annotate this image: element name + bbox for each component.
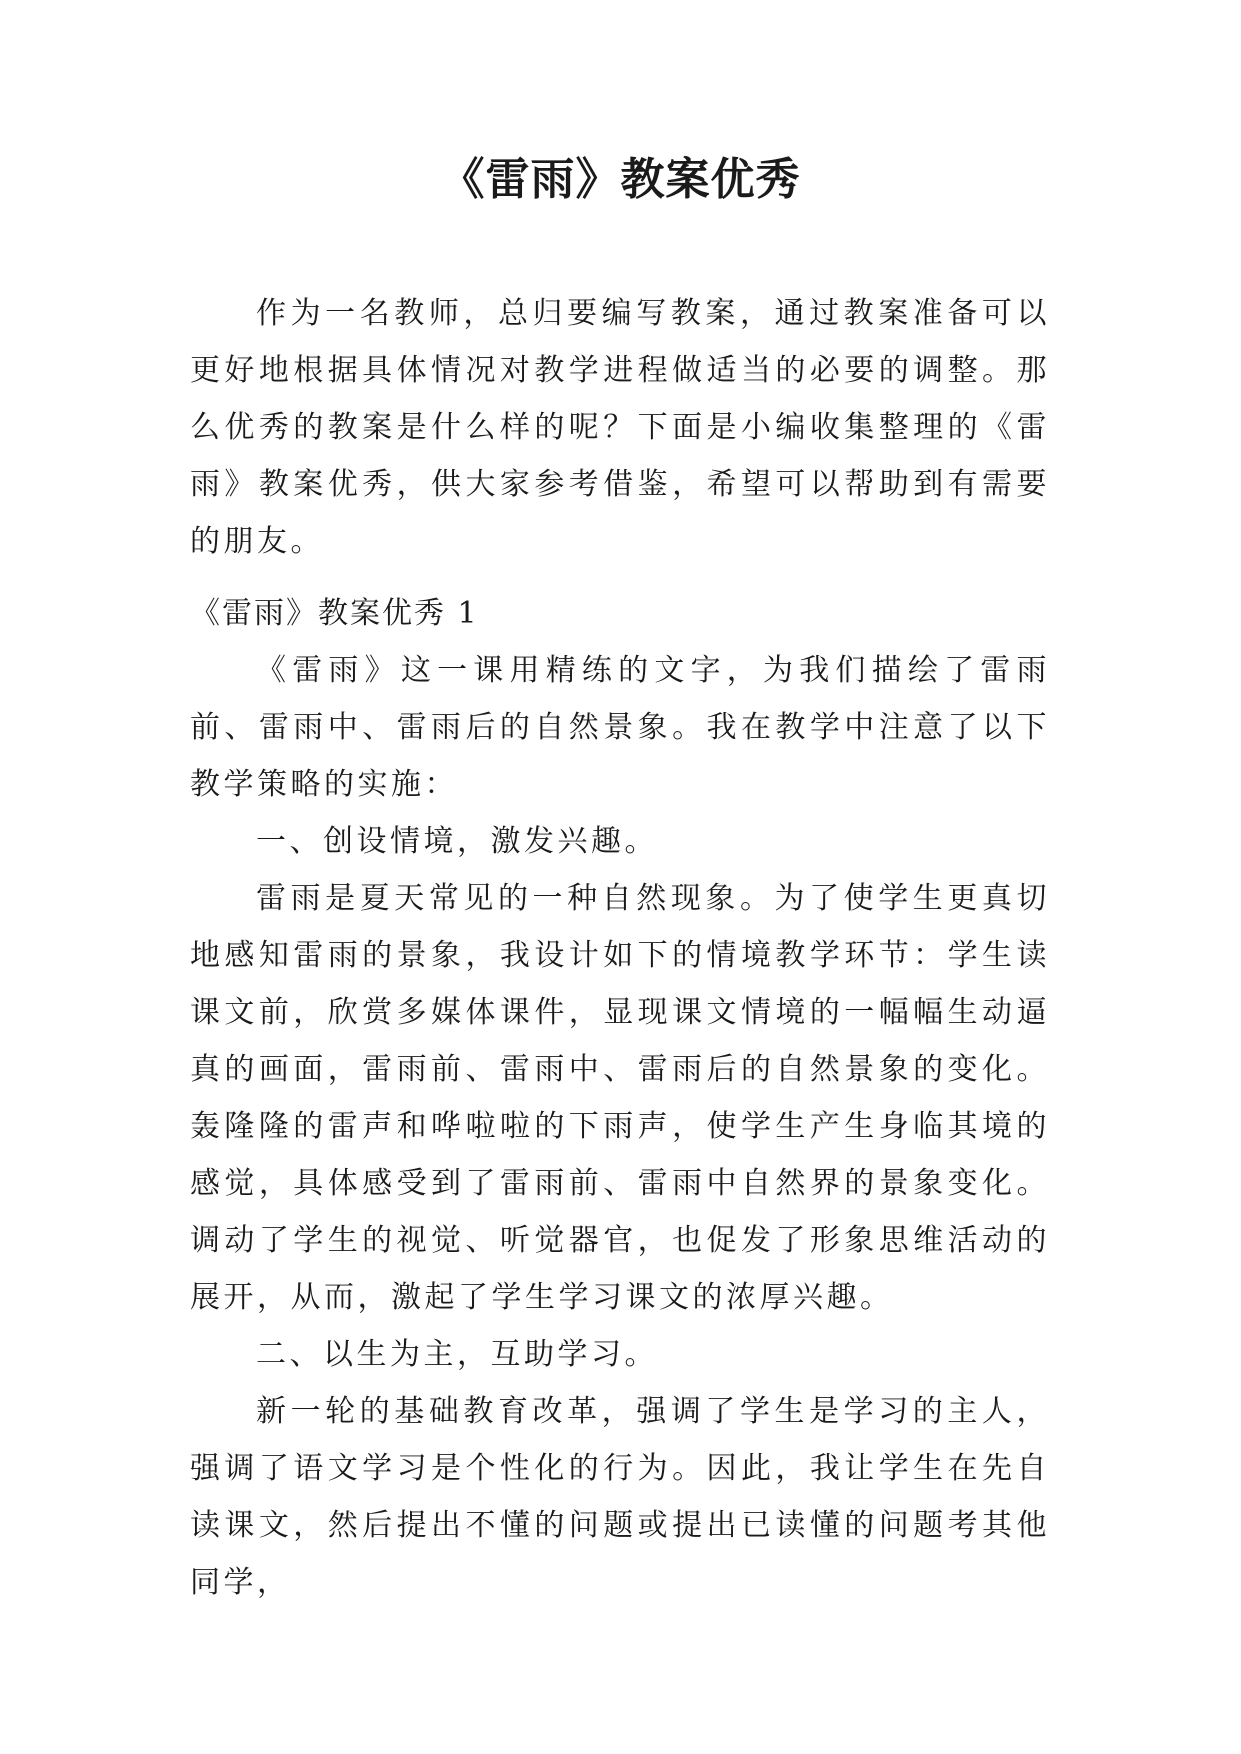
intro-paragraph: 作为一名教师，总归要编写教案，通过教案准备可以更好地根据具体情况对教学进程做适当的必要的调整。那么优秀的教案是什么样的呢？下面是小编收集整理的《雷雨》教案优秀，供大家参考借鉴，希望可以帮助到有需要的朋友。 — [190, 296, 1050, 559]
section-heading: 《雷雨》教案优秀 1 — [190, 596, 479, 631]
paragraph: 雷雨是夏天常见的一种自然现象。为了使学生更真切地感知雷雨的景象，我设计如下的情境教学环节：学生读课文前，欣赏多媒体课件，显现课文情境的一幅幅生动逼真的画面，雷雨前、雷雨中、雷雨后的自然景象的变化。轰隆隆的雷声和哗啦啦的下雨声，使学生产生身临其境的感觉，具体感受到了雷雨前、雷雨中自然界的景象变化。调动了学生的视觉、听觉器官，也促发了形象思维活动的展开，从而，激起了学生学习课文的浓厚兴趣。 — [190, 881, 1050, 1315]
paragraph: 二、以生为主，互助学习。 — [256, 1337, 658, 1372]
paragraph: 新一轮的基础教育改革，强调了学生是学习的主人，强调了语文学习是个性化的行为。因此，我让学生在先自读课文，然后提出不懂的问题或提出已读懂的问题考其他同学， — [190, 1394, 1050, 1600]
paragraph: 《雷雨》这一课用精练的文字，为我们描绘了雷雨前、雷雨中、雷雨后的自然景象。我在教学中注意了以下教学策略的实施： — [190, 653, 1050, 802]
paragraph: 一、创设情境，激发兴趣。 — [256, 824, 658, 859]
section-content — [190, 642, 1050, 1611]
document-title: 《雷雨》教案优秀 — [440, 154, 801, 205]
